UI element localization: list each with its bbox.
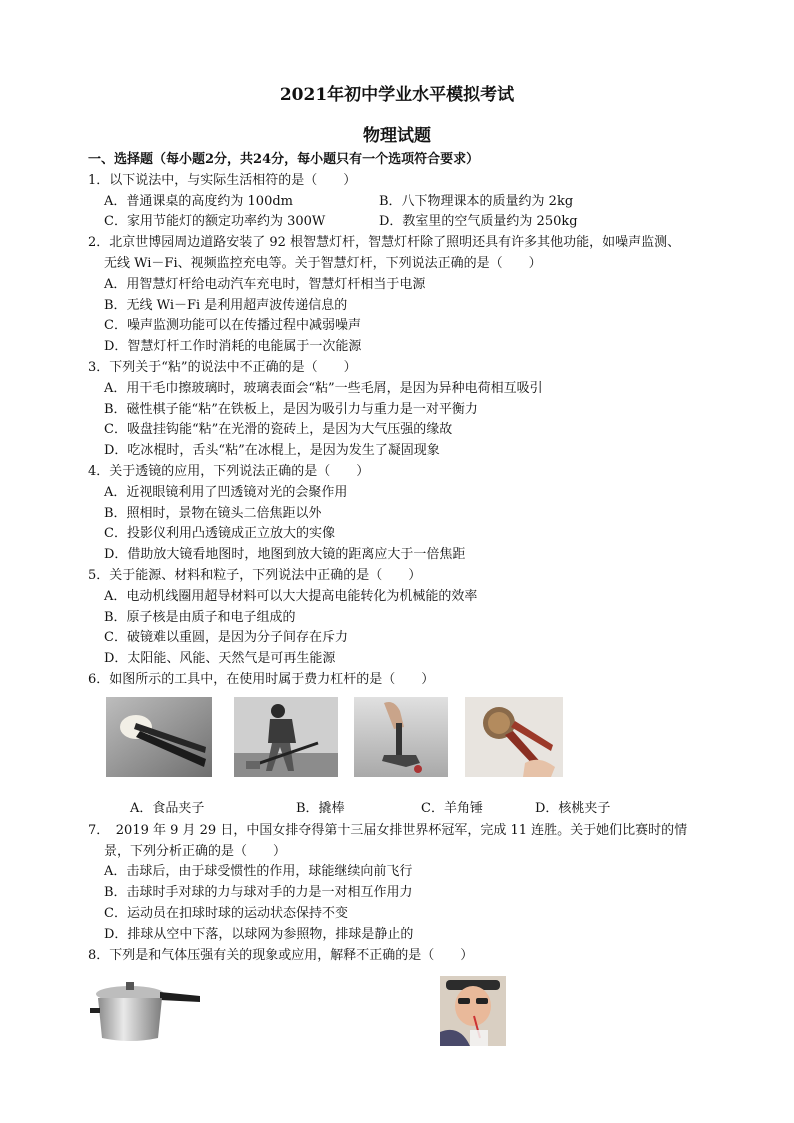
- question-7-option-a: A．击球后，由于球受惯性的作用，球能继续向前飞行: [104, 864, 413, 880]
- question-5-option-c: C．破镜难以重圆，是因为分子间存在斥力: [104, 630, 348, 646]
- question-6-captions: [88, 799, 718, 821]
- question-6-option-a: A．食品夹子: [130, 800, 205, 816]
- question-5-option-d: D．太阳能、风能、天然气是可再生能源: [104, 651, 336, 667]
- question-3-option-d: D．吃冰棍时，舌头“粘”在冰棍上，是因为发生了凝固现象: [104, 443, 440, 459]
- question-6-option-d: D．核桃夹子: [535, 800, 611, 816]
- question-5-stem: 5．关于能源、材料和粒子，下列说法中正确的是（ ）: [88, 567, 422, 583]
- exam-content: [88, 150, 718, 1052]
- question-7-option-b: B．击球时手对球的力与球对手的力是一对相互作用力: [104, 885, 413, 901]
- question-4-option-c: C．投影仪利用凸透镜成正立放大的实像: [104, 526, 335, 542]
- question-4-option-a: A．近视眼镜利用了凹透镜对光的会聚作用: [104, 484, 348, 500]
- question-7-stem: 7． 2019 年 9 月 29 日，中国女排夺得第十三届女排世界杯冠军，完成 11 连胜。关于她们比赛时的情: [88, 822, 688, 838]
- crowbar-photo: [234, 697, 338, 777]
- straw-drinking-photo: [440, 976, 506, 1046]
- question-3-option-b: B．磁性棋子能“粘”在铁板上，是因为吸引力与重力是一对平衡力: [104, 401, 478, 417]
- question-7-stem-continued: 景，下列分析正确的是（ ）: [104, 843, 287, 859]
- question-2-option-d: D．智慧灯杆工作时消耗的电能属于一次能源: [104, 339, 362, 355]
- pressure-cooker-photo: [90, 980, 202, 1044]
- question-6-option-c: C．羊角锤: [421, 800, 483, 816]
- question-3-option-a: A．用干毛巾擦玻璃时，玻璃表面会“粘”一些毛屑，是因为异种电荷相互吸引: [104, 380, 543, 396]
- question-6-option-b: B．撬棒: [296, 800, 345, 816]
- section-heading: 一、选择题（每小题2分，共24分，每小题只有一个选项符合要求）: [88, 152, 480, 167]
- question-4-stem: 4．关于透镜的应用，下列说法正确的是（ ）: [88, 463, 370, 479]
- food-tongs-photo: [106, 697, 212, 777]
- question-7-option-d: D．排球从空中下落，以球网为参照物，排球是静止的: [104, 926, 414, 942]
- question-2-option-b: B．无线 Wi－Fi 是利用超声波传递信息的: [104, 297, 348, 313]
- question-3-stem: 3．下列关于“粘”的说法中不正确的是（ ）: [88, 359, 357, 375]
- question-8-stem: 8．下列是和气体压强有关的现象或应用，解释不正确的是（ ）: [88, 947, 474, 963]
- question-6-stem: 6．如图所示的工具中，在使用时属于费力杠杆的是（ ）: [88, 671, 435, 687]
- question-4-option-d: D．借助放大镜看地图时，地图到放大镜的距离应大于一倍焦距: [104, 547, 466, 563]
- question-1-option-d: D．教室里的空气质量约为 250kg: [379, 214, 578, 230]
- question-1-option-b: B．八下物理课本的质量约为 2kg: [379, 193, 574, 209]
- question-2-option-a: A．用智慧灯杆给电动汽车充电时，智慧灯杆相当于电源: [104, 276, 426, 292]
- question-5-option-b: B．原子核是由质子和电子组成的: [104, 609, 296, 625]
- question-1-options-row-1: [88, 192, 718, 213]
- question-3-option-c: C．吸盘挂钩能“粘”在光滑的瓷砖上，是因为大气压强的缘故: [104, 422, 453, 438]
- question-2-option-c: C．噪声监测功能可以在传播过程中减弱噪声: [104, 318, 361, 334]
- question-6-figures: [88, 697, 718, 799]
- question-2-stem: 2．北京世博园周边道路安装了 92 根智慧灯杆，智慧灯杆除了照明还具有许多其他功能，如噪声监测、: [88, 235, 681, 251]
- question-1-option-a: A．普通课桌的高度约为 100dm: [104, 193, 293, 209]
- question-5-option-a: A．电动机线圈用超导材料可以大大提高电能转化为机械能的效率: [104, 588, 478, 604]
- question-4-option-b: B．照相时，景物在镜头二倍焦距以外: [104, 505, 322, 521]
- question-7-option-c: C．运动员在扣球时球的运动状态保持不变: [104, 905, 348, 921]
- nutcracker-photo: [465, 697, 563, 777]
- question-1-stem: 1．以下说法中，与实际生活相符的是（ ）: [88, 172, 357, 188]
- claw-hammer-photo: [354, 697, 448, 777]
- exam-title: 2021年初中学业水平模拟考试: [279, 85, 515, 105]
- exam-subtitle: 物理试题: [363, 126, 431, 146]
- question-2-stem-continued: 无线 Wi－Fi、视频监控充电等。关于智慧灯杆，下列说法正确的是（ ）: [104, 255, 542, 271]
- question-1-options-row-2: [88, 212, 718, 233]
- question-8-figures: [88, 972, 718, 1052]
- question-1-option-c: C．家用节能灯的额定功率约为 300W: [104, 214, 326, 230]
